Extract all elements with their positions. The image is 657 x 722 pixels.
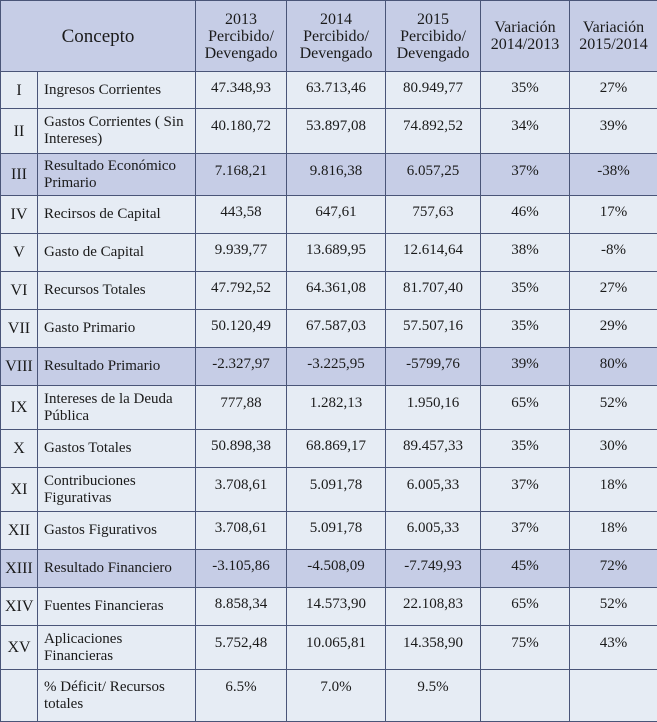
row-value-2014: 647,61 (287, 196, 386, 234)
row-var-2015-2014: 30% (570, 430, 657, 468)
row-number: XI (1, 468, 38, 512)
row-var-2015-2014: 29% (570, 310, 657, 348)
row-value-2014: 7.0% (287, 670, 386, 722)
row-concepto: Gastos Totales (38, 430, 196, 468)
row-number: III (1, 154, 38, 196)
header-var-2015-2014: Variación 2015/2014 (570, 1, 657, 72)
header-2013: 2013 Percibido/ Devengado (196, 1, 287, 72)
table-row (1, 272, 657, 310)
row-value-2013: -3.105,86 (196, 550, 287, 588)
row-number: XIV (1, 588, 38, 626)
row-value-2015: -5799,76 (386, 348, 481, 386)
row-number: VIII (1, 348, 38, 386)
row-value-2015: 9.5% (386, 670, 481, 722)
row-var-2014-2013: 38% (481, 234, 570, 272)
row-var-2015-2014: 39% (570, 109, 657, 154)
row-var-2014-2013: 35% (481, 72, 570, 109)
row-var-2015-2014: 72% (570, 550, 657, 588)
table-row (1, 109, 657, 154)
row-value-2015: 757,63 (386, 196, 481, 234)
table-row (1, 550, 657, 588)
table-row (1, 670, 657, 722)
row-value-2014: 13.689,95 (287, 234, 386, 272)
table-row (1, 588, 657, 626)
row-concepto: Gasto Primario (38, 310, 196, 348)
row-value-2013: 40.180,72 (196, 109, 287, 154)
row-value-2014: 53.897,08 (287, 109, 386, 154)
row-value-2014: 10.065,81 (287, 626, 386, 670)
row-value-2014: 5.091,78 (287, 512, 386, 550)
row-concepto: Gastos Corrientes ( Sin Intereses) (38, 109, 196, 154)
row-value-2013: 443,58 (196, 196, 287, 234)
row-value-2014: 67.587,03 (287, 310, 386, 348)
row-value-2013: 50.120,49 (196, 310, 287, 348)
row-number: IV (1, 196, 38, 234)
row-var-2015-2014: 52% (570, 386, 657, 430)
row-number: VII (1, 310, 38, 348)
row-number: VI (1, 272, 38, 310)
row-value-2013: 47.348,93 (196, 72, 287, 109)
row-value-2014: 68.869,17 (287, 430, 386, 468)
row-value-2015: 80.949,77 (386, 72, 481, 109)
table-row (1, 386, 657, 430)
row-value-2014: 63.713,46 (287, 72, 386, 109)
row-number: XIII (1, 550, 38, 588)
row-value-2014: 9.816,38 (287, 154, 386, 196)
row-concepto: % Déficit/ Recursos totales (38, 670, 196, 722)
header-row (1, 1, 657, 72)
row-value-2013: 47.792,52 (196, 272, 287, 310)
row-number: V (1, 234, 38, 272)
row-value-2015: 22.108,83 (386, 588, 481, 626)
table-row (1, 512, 657, 550)
row-var-2014-2013: 35% (481, 310, 570, 348)
row-var-2015-2014: 43% (570, 626, 657, 670)
row-number: II (1, 109, 38, 154)
row-value-2014: 5.091,78 (287, 468, 386, 512)
row-concepto: Intereses de la Deuda Pública (38, 386, 196, 430)
row-var-2014-2013: 65% (481, 386, 570, 430)
row-value-2013: 9.939,77 (196, 234, 287, 272)
row-value-2013: 777,88 (196, 386, 287, 430)
row-value-2015: 14.358,90 (386, 626, 481, 670)
row-concepto: Resultado Económico Primario (38, 154, 196, 196)
row-var-2015-2014: -38% (570, 154, 657, 196)
row-number (1, 670, 38, 722)
row-value-2015: 89.457,33 (386, 430, 481, 468)
row-value-2013: 6.5% (196, 670, 287, 722)
row-value-2015: 6.005,33 (386, 512, 481, 550)
row-value-2015: 6.005,33 (386, 468, 481, 512)
row-var-2014-2013: 39% (481, 348, 570, 386)
row-var-2014-2013: 34% (481, 109, 570, 154)
row-value-2014: 1.282,13 (287, 386, 386, 430)
row-value-2015: 6.057,25 (386, 154, 481, 196)
table-row (1, 234, 657, 272)
row-var-2015-2014: 27% (570, 72, 657, 109)
header-2014: 2014 Percibido/ Devengado (287, 1, 386, 72)
row-value-2013: 3.708,61 (196, 468, 287, 512)
row-var-2015-2014 (570, 670, 657, 722)
row-value-2013: 50.898,38 (196, 430, 287, 468)
row-var-2014-2013: 35% (481, 272, 570, 310)
row-value-2014: 64.361,08 (287, 272, 386, 310)
table-row (1, 72, 657, 109)
row-concepto: Gasto de Capital (38, 234, 196, 272)
header-concepto: Concepto (1, 1, 196, 72)
row-value-2013: 3.708,61 (196, 512, 287, 550)
row-number: I (1, 72, 38, 109)
table-row (1, 468, 657, 512)
row-var-2014-2013: 37% (481, 512, 570, 550)
row-concepto: Resultado Primario (38, 348, 196, 386)
row-value-2014: 14.573,90 (287, 588, 386, 626)
row-value-2015: 1.950,16 (386, 386, 481, 430)
row-value-2013: 5.752,48 (196, 626, 287, 670)
header-var-2014-2013: Variación 2014/2013 (481, 1, 570, 72)
row-var-2014-2013: 37% (481, 468, 570, 512)
row-concepto: Recirsos de Capital (38, 196, 196, 234)
row-value-2015: -7.749,93 (386, 550, 481, 588)
table-row (1, 310, 657, 348)
row-concepto: Recursos Totales (38, 272, 196, 310)
row-var-2014-2013: 75% (481, 626, 570, 670)
row-var-2015-2014: -8% (570, 234, 657, 272)
row-number: XV (1, 626, 38, 670)
row-value-2013: -2.327,97 (196, 348, 287, 386)
row-value-2015: 81.707,40 (386, 272, 481, 310)
row-concepto: Fuentes Financieras (38, 588, 196, 626)
row-number: IX (1, 386, 38, 430)
table-row (1, 196, 657, 234)
row-var-2015-2014: 80% (570, 348, 657, 386)
row-concepto: Contribuciones Figurativas (38, 468, 196, 512)
row-var-2014-2013: 65% (481, 588, 570, 626)
row-concepto: Gastos Figurativos (38, 512, 196, 550)
row-number: X (1, 430, 38, 468)
row-concepto: Ingresos Corrientes (38, 72, 196, 109)
row-concepto: Resultado Financiero (38, 550, 196, 588)
row-var-2014-2013: 37% (481, 154, 570, 196)
table-row (1, 626, 657, 670)
row-var-2015-2014: 17% (570, 196, 657, 234)
row-concepto: Aplicaciones Financieras (38, 626, 196, 670)
row-value-2013: 8.858,34 (196, 588, 287, 626)
row-var-2015-2014: 18% (570, 468, 657, 512)
row-value-2013: 7.168,21 (196, 154, 287, 196)
header-2015: 2015 Percibido/ Devengado (386, 1, 481, 72)
row-value-2014: -4.508,09 (287, 550, 386, 588)
row-value-2014: -3.225,95 (287, 348, 386, 386)
table-row (1, 348, 657, 386)
row-var-2015-2014: 27% (570, 272, 657, 310)
row-value-2015: 57.507,16 (386, 310, 481, 348)
table-row (1, 430, 657, 468)
row-value-2015: 12.614,64 (386, 234, 481, 272)
row-var-2014-2013: 45% (481, 550, 570, 588)
row-value-2015: 74.892,52 (386, 109, 481, 154)
row-var-2014-2013 (481, 670, 570, 722)
row-var-2014-2013: 46% (481, 196, 570, 234)
row-var-2014-2013: 35% (481, 430, 570, 468)
row-number: XII (1, 512, 38, 550)
row-var-2015-2014: 18% (570, 512, 657, 550)
table-row (1, 154, 657, 196)
row-var-2015-2014: 52% (570, 588, 657, 626)
